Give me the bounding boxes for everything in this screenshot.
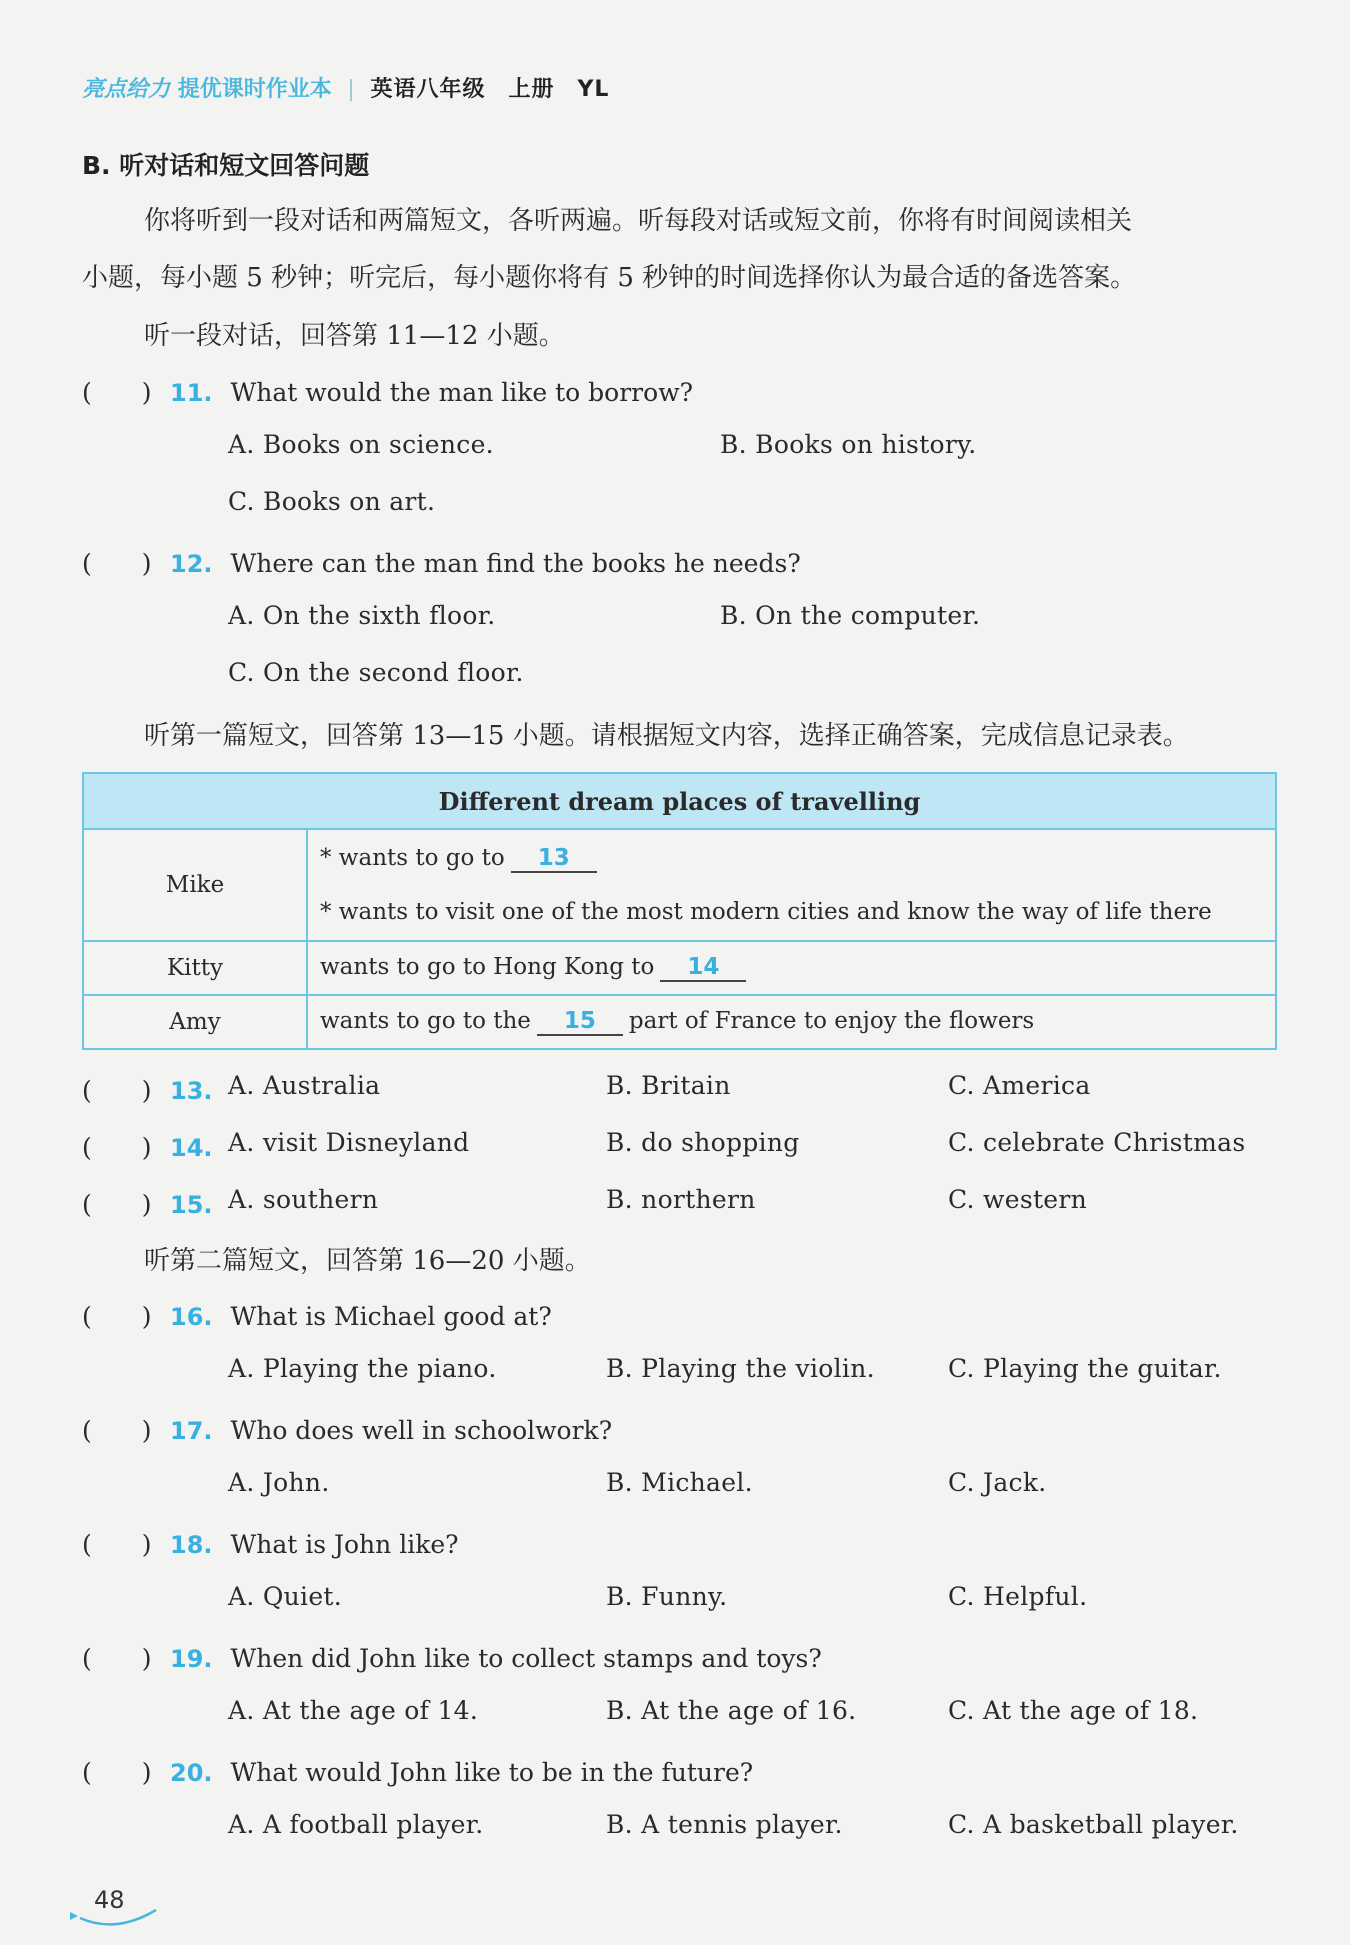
row-detail-kitty	[307, 941, 1276, 995]
q12-option-a[interactable]: A. On the sixth floor.	[228, 601, 496, 630]
answer-paren[interactable]: ( )	[82, 1644, 152, 1673]
question-number: 15.	[170, 1191, 213, 1219]
q15-option-a[interactable]: A. southern	[228, 1185, 379, 1214]
answer-paren[interactable]: ( )	[82, 1302, 152, 1331]
q20-option-a[interactable]: A. A football player.	[228, 1810, 484, 1839]
question-12	[82, 544, 801, 580]
question-14	[82, 1128, 231, 1164]
question-text: Who does well in schoolwork?	[230, 1416, 613, 1445]
q19-option-b[interactable]: B. At the age of 16.	[606, 1696, 857, 1725]
part3-intro: 听第二篇短文，回答第 16—20 小题。	[144, 1246, 591, 1276]
q15-option-b[interactable]: B. northern	[606, 1185, 756, 1214]
running-header	[82, 72, 609, 103]
section-title: B. 听对话和短文回答问题	[82, 151, 370, 180]
q13-option-a[interactable]: A. Australia	[228, 1071, 381, 1100]
answer-paren[interactable]: ( )	[82, 1190, 152, 1219]
q15-option-c[interactable]: C. western	[948, 1185, 1088, 1214]
q14-option-a[interactable]: A. visit Disneyland	[228, 1128, 470, 1157]
amy-text-post: part of France to enjoy the flowers	[628, 1007, 1035, 1034]
q11-option-c[interactable]: C. Books on art.	[228, 487, 436, 516]
answer-paren[interactable]: ( )	[82, 378, 152, 407]
question-text: What is John like?	[230, 1530, 459, 1559]
q19-option-c[interactable]: C. At the age of 18.	[948, 1696, 1199, 1725]
question-number: 17.	[170, 1417, 213, 1445]
instructions-line-1: 你将听到一段对话和两篇短文，各听两遍。听每段对话或短文前，你将有时间阅读相关	[144, 206, 1133, 236]
q17-option-a[interactable]: A. John.	[228, 1468, 330, 1497]
series-title: 提优课时作业本	[177, 77, 332, 102]
kitty-text: wants to go to Hong Kong to	[320, 953, 655, 980]
question-17	[82, 1411, 612, 1447]
answer-paren[interactable]: ( )	[82, 1133, 152, 1162]
question-16	[82, 1297, 552, 1333]
q18-option-c[interactable]: C. Helpful.	[948, 1582, 1088, 1611]
blank-13[interactable]: 13	[511, 846, 597, 873]
q13-option-b[interactable]: B. Britain	[606, 1071, 731, 1100]
q19-option-a[interactable]: A. At the age of 14.	[228, 1696, 479, 1725]
question-text: What would the man like to borrow?	[230, 378, 693, 407]
q14-option-b[interactable]: B. do shopping	[606, 1128, 800, 1157]
question-number: 13.	[170, 1077, 213, 1105]
question-number: 19.	[170, 1645, 213, 1673]
q17-option-b[interactable]: B. Michael.	[606, 1468, 753, 1497]
mike-line-2: * wants to visit one of the most modern cities and know the way of life there	[320, 899, 1212, 925]
answer-paren[interactable]: ( )	[82, 1758, 152, 1787]
question-text: When did John like to collect stamps and toys?	[230, 1644, 822, 1673]
q20-option-b[interactable]: B. A tennis player.	[606, 1810, 843, 1839]
question-text: Where can the man find the books he needs?	[230, 549, 801, 578]
question-text: What is Michael good at?	[230, 1302, 552, 1331]
question-number: 16.	[170, 1303, 213, 1331]
question-18	[82, 1525, 459, 1561]
question-number: 12.	[170, 550, 213, 578]
q11-option-b[interactable]: B. Books on history.	[720, 430, 977, 459]
part2-intro: 听第一篇短文，回答第 13—15 小题。请根据短文内容，选择正确答案，完成信息记录表。	[144, 721, 1189, 751]
blank-15[interactable]: 15	[537, 1009, 623, 1036]
row-name-kitty: Kitty	[83, 941, 307, 995]
row-detail-amy	[307, 995, 1276, 1049]
row-name-amy: Amy	[83, 995, 307, 1049]
question-number: 20.	[170, 1759, 213, 1787]
q18-option-a[interactable]: A. Quiet.	[228, 1582, 343, 1611]
q14-option-c[interactable]: C. celebrate Christmas	[948, 1128, 1246, 1157]
course-title: 英语八年级 上册 YL	[370, 77, 610, 102]
header-divider: |	[347, 77, 355, 102]
q13-option-c[interactable]: C. America	[948, 1071, 1091, 1100]
table-title: Different dream places of travelling	[83, 773, 1276, 829]
part1-intro: 听一段对话，回答第 11—12 小题。	[144, 321, 565, 351]
q16-option-c[interactable]: C. Playing the guitar.	[948, 1354, 1222, 1383]
instructions-line-2: 小题，每小题 5 秒钟；听完后，每小题你将有 5 秒钟的时间选择你认为最合适的备选答案。	[82, 263, 1137, 293]
row-name-mike: Mike	[83, 829, 307, 941]
question-number: 14.	[170, 1134, 213, 1162]
question-number: 11.	[170, 379, 213, 407]
q18-option-b[interactable]: B. Funny.	[606, 1582, 728, 1611]
question-20	[82, 1753, 753, 1789]
question-13	[82, 1071, 231, 1107]
answer-paren[interactable]: ( )	[82, 1530, 152, 1559]
question-19	[82, 1639, 822, 1675]
question-text: What would John like to be in the future?	[230, 1758, 754, 1787]
q12-option-c[interactable]: C. On the second floor.	[228, 658, 524, 687]
question-number: 18.	[170, 1531, 213, 1559]
mike-line-1: * wants to go to	[320, 845, 505, 871]
answer-paren[interactable]: ( )	[82, 549, 152, 578]
answer-paren[interactable]: ( )	[82, 1076, 152, 1105]
q17-option-c[interactable]: C. Jack.	[948, 1468, 1047, 1497]
brand-logo: 亮点给力	[82, 77, 171, 102]
blank-14[interactable]: 14	[660, 955, 746, 982]
q20-option-c[interactable]: C. A basketball player.	[948, 1810, 1239, 1839]
info-record-table	[82, 772, 1277, 1050]
page-number: 48	[94, 1886, 125, 1914]
q12-option-b[interactable]: B. On the computer.	[720, 601, 981, 630]
q16-option-a[interactable]: A. Playing the piano.	[228, 1354, 497, 1383]
question-15	[82, 1185, 231, 1221]
row-detail-mike	[307, 829, 1276, 941]
amy-text-pre: wants to go to the	[320, 1007, 531, 1034]
question-11	[82, 373, 693, 409]
answer-paren[interactable]: ( )	[82, 1416, 152, 1445]
q16-option-b[interactable]: B. Playing the violin.	[606, 1354, 875, 1383]
q11-option-a[interactable]: A. Books on science.	[228, 430, 494, 459]
